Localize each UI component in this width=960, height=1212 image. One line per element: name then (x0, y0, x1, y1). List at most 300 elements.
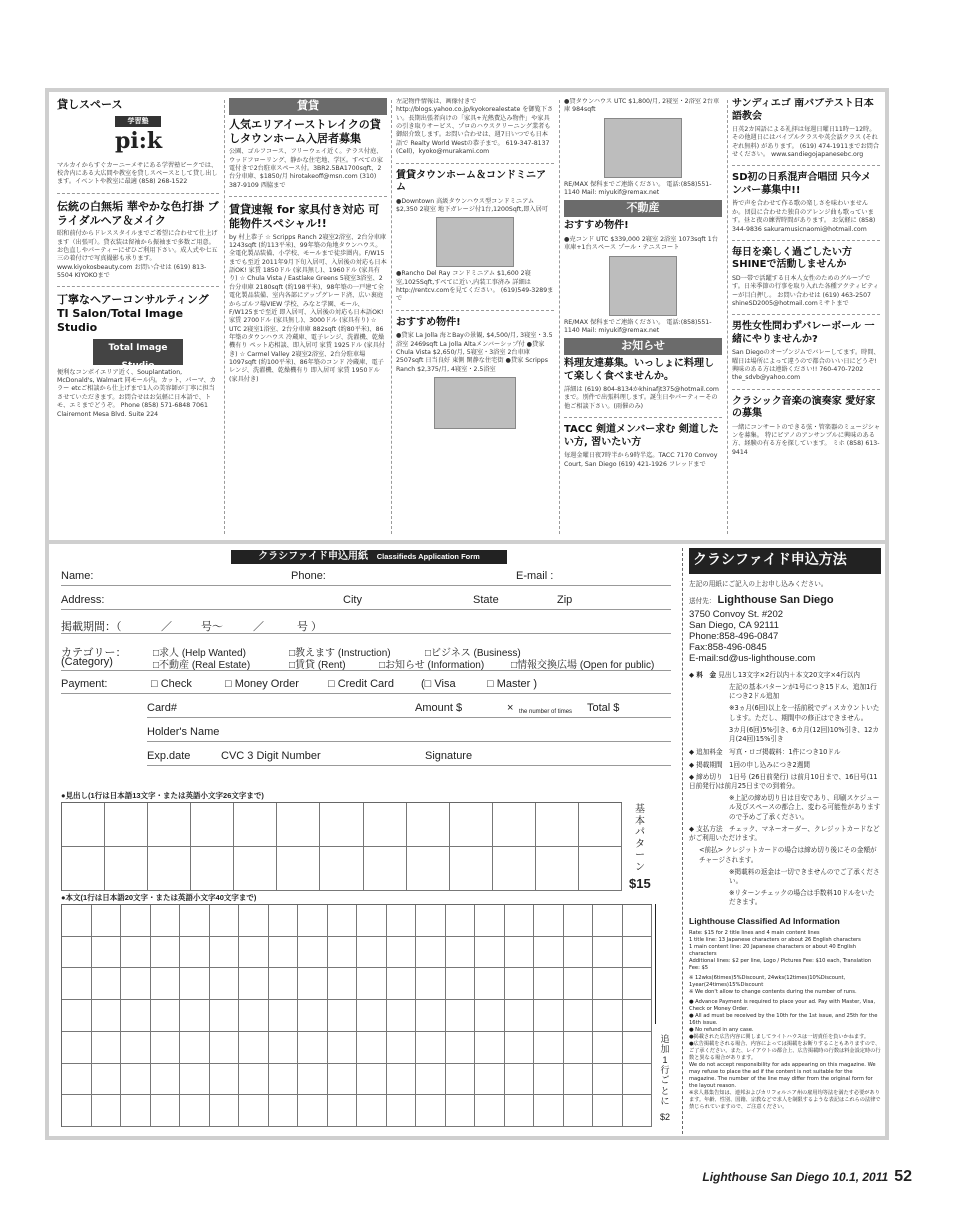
grid-cell[interactable] (92, 905, 122, 937)
property-photo (604, 118, 682, 178)
divider (396, 163, 554, 164)
category-real-estate-checkbox[interactable]: □不動産 (Real Estate) (153, 660, 251, 671)
ad-body: 便利なコンボイエリア近く、Souplantation, McDonald's, Walmart 同モール内。カット、パーマ、カラー etcご相談から仕上げまで1人の美容師が丁寧に担当させていただきます。お問合せはお気軽に日本語で、トモ、エミまでどうぞ。 Phone (858) 571-6848 7061 Clairemont Mesa Blvd. Suite 224 (57, 368, 216, 418)
grid-cell[interactable] (62, 847, 105, 891)
column-4 (564, 98, 722, 534)
grid-cell[interactable] (534, 1064, 564, 1096)
grid-cell[interactable] (121, 1095, 151, 1127)
grid-cell[interactable] (505, 1032, 535, 1064)
grid-cell[interactable] (357, 1064, 387, 1096)
category-rent-checkbox[interactable]: □賃貸 (Rent) (289, 660, 346, 671)
grid-cell[interactable] (298, 1064, 328, 1096)
grid-cell[interactable] (534, 1095, 564, 1127)
grid-cell[interactable] (180, 1064, 210, 1096)
ad-title: SD初の日系混声合唱団 只今メンバー募集中!! (732, 172, 871, 196)
grid-cell[interactable] (62, 937, 92, 969)
grid-cell[interactable] (269, 1000, 299, 1032)
grid-cell[interactable] (328, 905, 358, 937)
grid-cell[interactable] (505, 937, 535, 969)
send-to-block (689, 593, 881, 608)
per-line-price: $2 (660, 1112, 671, 1122)
column-1 (57, 98, 219, 534)
exp-row[interactable] (147, 744, 671, 766)
grid-cell[interactable] (191, 847, 234, 891)
ad-body: 詳細は (619) 804-8134かkhinafjt375@hotmail.comまで。別件で出張料理します。誕生日やパーティーその他ご相談下さい。(雨催のみ) (564, 386, 719, 410)
period-label: 掲載期間：（ (61, 621, 122, 633)
category-help-wanted-checkbox[interactable]: □求人 (Help Wanted) (153, 648, 246, 659)
grid-cell[interactable] (505, 1064, 535, 1096)
grid-cell[interactable] (446, 1000, 476, 1032)
grid-cell[interactable] (105, 803, 148, 847)
grid-cell[interactable] (564, 1032, 594, 1064)
grid-cell[interactable] (210, 1032, 240, 1064)
grid-cell[interactable] (277, 847, 320, 891)
grid-cell[interactable] (416, 905, 446, 937)
ad-item: ●Rancho Del Ray コンドミニアム $1,600 2寝室,1025Sqft,すべてに近い,内装工事済み 詳細は http://rentcv.comを見てください。 (619)549-3289まで (396, 270, 554, 303)
form-title-jp: クラシファイド申込用紙 (258, 551, 368, 562)
headline-label: ●見出し(1行は日本語13文字・または英語小文字26文字まで) (61, 791, 264, 800)
ad-body: 皆で声を合わせて作る歌の楽しさを味わいませんか。団員に合わせた独自のアレンジ曲も歌っています。昼と夜の練習時間があります。 お気軽に (858) 344-9836 sakuramusicnaomi@hotmail.com (732, 200, 876, 233)
grid-cell[interactable] (151, 937, 181, 969)
grid-cell[interactable] (450, 847, 493, 891)
grid-cell[interactable] (475, 1064, 505, 1096)
page-footer (702, 1168, 912, 1186)
visa-checkbox[interactable]: (□ Visa (421, 678, 456, 690)
grid-cell[interactable] (564, 1000, 594, 1032)
grid-cell[interactable] (387, 905, 417, 937)
page-number: 52 (894, 1168, 912, 1185)
grid-cell[interactable] (191, 803, 234, 847)
grid-cell[interactable] (407, 803, 450, 847)
grid-cell[interactable] (505, 905, 535, 937)
state-label: State (473, 594, 499, 606)
grid-cell[interactable] (623, 937, 653, 969)
grid-cell[interactable] (446, 937, 476, 969)
grid-cell[interactable] (239, 905, 269, 937)
ad-body: 一緒にコンサートのできる弦・管楽器のミュージシャンを募集。 特にピアノのアンサンブルに興味のある方、経験の有る方を探しています。 ミホ (858) 613-9414 (732, 423, 880, 456)
fee-detail: 左記の基本パターンが1号につき15ドル、追加1行につき2ドル追加 (729, 683, 877, 701)
grid-cell[interactable] (210, 937, 240, 969)
column-divider (224, 100, 225, 534)
category-public-checkbox[interactable]: □情報交換広場 (Open for public) (511, 660, 655, 671)
grid-cell[interactable] (62, 905, 92, 937)
divider (564, 417, 722, 418)
grid-cell[interactable] (579, 803, 622, 847)
grid-cell[interactable] (180, 1095, 210, 1127)
grid-cell[interactable] (148, 803, 191, 847)
grid-cell[interactable] (62, 1095, 92, 1127)
fee-label: ◆ 料 金 見出し13文字×2行以内＋本文20文字×4行以内 (689, 670, 860, 679)
name-row[interactable] (61, 564, 671, 586)
grid-cell[interactable] (593, 1095, 623, 1127)
page-frame (45, 88, 889, 1140)
grid-cell[interactable] (357, 1032, 387, 1064)
grid-cell[interactable] (151, 1095, 181, 1127)
address-line-1: 3750 Convoy St. #202 (689, 609, 784, 621)
times-symbol: × (507, 702, 514, 714)
column-3 (396, 98, 554, 534)
grid-cell[interactable] (416, 1095, 446, 1127)
grid-cell[interactable] (387, 1095, 417, 1127)
refund-note: ※掲載料の返金は一切できませんのでご了承ください。 (729, 867, 880, 885)
grid-cell[interactable] (416, 1000, 446, 1032)
grid-cell[interactable] (564, 968, 594, 1000)
grid-cell[interactable] (328, 968, 358, 1000)
address-line-2: San Diego, CA 92111 (689, 620, 779, 632)
grid-cell[interactable] (623, 1095, 653, 1127)
grid-cell[interactable] (239, 937, 269, 969)
per-line-label: 追加1行ごとに (660, 1034, 670, 1107)
grid-cell[interactable] (210, 968, 240, 1000)
grid-cell[interactable] (475, 968, 505, 1000)
divider (396, 310, 554, 311)
credit-card-checkbox[interactable]: □ Credit Card (328, 678, 394, 690)
grid-cell[interactable] (180, 1032, 210, 1064)
grid-cell[interactable] (387, 968, 417, 1000)
ad-title: TACC 剣道メンバー求む 剣道したい方, 習いたい方 (564, 424, 719, 448)
grid-cell[interactable] (121, 1000, 151, 1032)
grid-cell[interactable] (446, 968, 476, 1000)
grid-cell[interactable] (92, 937, 122, 969)
grid-cell[interactable] (534, 1000, 564, 1032)
amount-label: Amount $ (415, 702, 463, 714)
divider (229, 196, 387, 197)
holder-name-label: Holder's Name (147, 726, 220, 738)
classified-columns (49, 92, 885, 540)
deadline-note: ※上記の締め切り日は目安であり、印刷スケジュール及びスペースの都合上、変わる可能性がありますので予めご了承ください。 (729, 794, 881, 821)
grid-cell[interactable] (180, 968, 210, 1000)
payment-label: Payment: (61, 678, 108, 690)
form-title-en: Classifieds Application Form (376, 552, 480, 561)
grid-cell[interactable] (493, 803, 536, 847)
grid-cell[interactable] (239, 1064, 269, 1096)
address-row[interactable] (61, 588, 671, 610)
grid-cell[interactable] (121, 937, 151, 969)
property-photo (609, 256, 677, 316)
column-divider (559, 100, 560, 534)
ad-title: クラシック音楽の演奏家 愛好家の募集 (732, 395, 876, 420)
grid-cell[interactable] (387, 1064, 417, 1096)
ad-body: 公園、ゴルフコース、フリーウェイ近く。テラス付庭、ウッドフローリング、静かな住宅地、学区。すべての家電付きで2台駐車スペース付。3BR2.5BA1700sqft、2台分車庫、$1850/月 hirotakeoff@msn.com (310) 387-9109 西脇まで (229, 148, 383, 189)
total-label: Total $ (587, 702, 620, 714)
send-to-label: 送付先： (689, 596, 716, 605)
grid-cell[interactable] (269, 1095, 299, 1127)
ad-title: 貸しスペース (57, 98, 123, 111)
grid-cell[interactable] (407, 847, 450, 891)
grid-cell[interactable] (416, 937, 446, 969)
grid-cell[interactable] (180, 1000, 210, 1032)
grid-cell[interactable] (210, 1095, 240, 1127)
grid-cell[interactable] (92, 1032, 122, 1064)
grid-cell[interactable] (269, 937, 299, 969)
period-info: ◆ 掲載期間 1回の申し込みにつき2週間 (689, 760, 810, 769)
grid-cell[interactable] (239, 1032, 269, 1064)
signature-label: Signature (425, 750, 473, 762)
application-form (55, 546, 675, 1136)
grid-cell[interactable] (475, 1000, 505, 1032)
grid-cell[interactable] (269, 968, 299, 1000)
grid-cell[interactable] (505, 1000, 535, 1032)
ad-body: ●売コンド UTC $339,000 2寝室 2浴室 1073sqft 1台車庫+1台スペース プール・テニスコート (564, 235, 718, 252)
grid-cell[interactable] (357, 905, 387, 937)
ad-body: マルカイからすぐカーニーメサにある学習塾ピークでは、校舎内にある大広間や教室を貸しスペースとして貸し出します。イベントや教室に最適 (858) 268-1522 (57, 161, 218, 186)
grid-cell[interactable] (298, 1000, 328, 1032)
divider (57, 286, 219, 287)
grid-cell[interactable] (62, 1000, 92, 1032)
grid-cell[interactable] (328, 1095, 358, 1127)
grid-cell[interactable] (623, 968, 653, 1000)
grid-cell[interactable] (328, 937, 358, 969)
grid-cell[interactable] (328, 1000, 358, 1032)
check-checkbox[interactable]: □ Check (151, 678, 192, 690)
grid-cell[interactable] (364, 847, 407, 891)
remax-contact: RE/MAX 保科までご連絡ください。 電話:(858)551-1140 Mail: miyukif@remax.net (564, 318, 712, 334)
category-row (61, 640, 671, 671)
grid-cell[interactable] (416, 1032, 446, 1064)
grid-cell[interactable] (534, 937, 564, 969)
grid-cell[interactable] (151, 1000, 181, 1032)
times-sublabel: the number of times (519, 709, 573, 715)
grid-cell[interactable] (387, 1000, 417, 1032)
payment-info: ◆ 支払方法 チェック、マネーオーダー、クレジットカードなどがご利用いただけます。 (689, 824, 880, 843)
zip-label: Zip (557, 594, 573, 606)
grid-cell[interactable] (320, 847, 363, 891)
money-order-checkbox[interactable]: □ Money Order (225, 678, 299, 690)
grid-cell[interactable] (92, 1095, 122, 1127)
property-photo (434, 377, 516, 429)
grid-cell[interactable] (623, 1000, 653, 1032)
grid-cell[interactable] (593, 968, 623, 1000)
ad-body: 昭和前付からドレススタイルまでご希望に合わせて仕上げます（出張可）。貸衣装は留袖から振袖まで多数ご用意。お色直しやパーティーにぜひご利用下さい。成人式や七五三の着付けで写真撮影も承ります。 www.kiyokosbeauty.com お問い合せは (619) 813-5504 KIYOKOまで (57, 230, 218, 280)
grid-cell[interactable] (320, 803, 363, 847)
period-slash-2: ／ (253, 621, 264, 633)
column-divider (391, 100, 392, 534)
howto-panel (689, 544, 881, 1138)
ad-title: 丁寧なヘアーコンサルティング TI Salon/Total Image Studio (57, 293, 209, 334)
grid-cell[interactable] (579, 847, 622, 891)
ad-item: ●Downtown 高級タウンハウス型コンドミニアム $2,350 2寝室 地下ガレージ付1台,1200Sqft,即入居可 (396, 197, 548, 213)
peak-logo (115, 116, 161, 158)
grid-cell[interactable] (623, 1064, 653, 1096)
grid-cell[interactable] (564, 937, 594, 969)
grid-cell[interactable] (593, 905, 623, 937)
grid-cell[interactable] (475, 905, 505, 937)
column-2 (229, 98, 387, 534)
grid-cell[interactable] (121, 1032, 151, 1064)
grid-cell[interactable] (536, 847, 579, 891)
logo-main-text: pi:k (115, 128, 163, 155)
howto-divider (682, 548, 683, 1134)
master-checkbox[interactable]: □ Master ) (487, 678, 538, 690)
grid-cell[interactable] (210, 1064, 240, 1096)
grid-cell[interactable] (593, 1032, 623, 1064)
ad-title: 毎日を楽しく過ごしたい方 SHINEで活動しませんか (732, 246, 852, 271)
grid-cell[interactable] (357, 1095, 387, 1127)
grid-cell[interactable] (234, 847, 277, 891)
column-5 (732, 98, 880, 534)
grid-cell[interactable] (564, 905, 594, 937)
grid-cell[interactable] (416, 1064, 446, 1096)
ad-body: 左記物件情報は、画像付きで http://blogs.yahoo.co.jp/kyokorealestate を御覧下さい。長期出張者向けの「家具+光熱費込み物件」や家具の引き取りサービス、プロのハウスクリーニング業者も御紹介致します。お問い合わせは、週7日いつでも日本語で Realty World Westの恭子まで。 619-347-8137 (Cell)，kyoko@murakami.com (396, 98, 554, 156)
grid-cell[interactable] (151, 968, 181, 1000)
ad-body: 毎週金曜日夜7時半から9時半迄。TACC 7170 Convoy Court, San Diego (619) 421-1926 フレッドまで (564, 452, 718, 468)
grid-cell[interactable] (446, 1095, 476, 1127)
period-row[interactable] (61, 612, 671, 634)
card-number-label: Card# (147, 702, 177, 714)
grid-cell[interactable] (593, 937, 623, 969)
grid-cell[interactable] (92, 968, 122, 1000)
grid-cell[interactable] (180, 905, 210, 937)
grid-cell[interactable] (298, 1095, 328, 1127)
grid-cell[interactable] (534, 968, 564, 1000)
grid-cell[interactable] (210, 1000, 240, 1032)
howto-intro: 左記の用紙にご記入の上お申し込みください。 (689, 579, 828, 588)
logo-top-text: 学習塾 (115, 116, 161, 127)
grid-cell[interactable] (62, 1064, 92, 1096)
ad-body: SD一帯で活躍する日本人女性のためのグループです。日米季節の行事を取り入れた各種アクティビティーが目白押し。 お問い合わせは (619) 463-2507 shineSD2005@hotmail.comミサトまで (732, 274, 879, 307)
ad-body: ●貸家 La Jolla 海とBayの景観, $4,500/月, 3寝室・3.5浴室 2469sqft La Jolla Altaメンバーシップ付 ●貸家 Chula Vista $2,650/月, 5寝室・3浴室 2台車庫 2507sqft 日当良好 東側 閑静な住宅街 ●貸家 Scripps Ranch $2,375/月, 4寝室・2.5浴室 (396, 332, 553, 373)
grid-cell[interactable] (269, 1032, 299, 1064)
grid-cell[interactable] (364, 803, 407, 847)
grid-cell[interactable] (210, 905, 240, 937)
grid-cell[interactable] (475, 1095, 505, 1127)
grid-cell[interactable] (357, 1000, 387, 1032)
category-information-checkbox[interactable]: □お知らせ (Information) (379, 660, 485, 671)
grid-cell[interactable] (475, 1032, 505, 1064)
grid-cell[interactable] (62, 1032, 92, 1064)
grid-cell[interactable] (475, 937, 505, 969)
grid-cell[interactable] (92, 1064, 122, 1096)
category-instruction-checkbox[interactable]: □教えます (Instruction) (289, 648, 391, 659)
base-price: $15 (629, 876, 651, 891)
grid-cell[interactable] (180, 937, 210, 969)
category-header: お知らせ (564, 338, 722, 355)
grid-cell[interactable] (62, 968, 92, 1000)
howto-title: クラシファイド申込方法 (689, 548, 881, 574)
application-section (49, 544, 885, 1140)
holder-row[interactable] (147, 720, 671, 742)
grid-cell[interactable] (534, 1032, 564, 1064)
grid-cell[interactable] (121, 905, 151, 937)
grid-cell[interactable] (151, 905, 181, 937)
body-grid[interactable] (61, 904, 652, 1127)
divider (57, 193, 219, 194)
grid-cell[interactable] (593, 1000, 623, 1032)
grid-cell[interactable] (151, 1064, 181, 1096)
company-name: Lighthouse San Diego (717, 593, 834, 606)
grid-cell[interactable] (357, 968, 387, 1000)
email-label: E-mail : (516, 570, 554, 582)
grid-cell[interactable] (298, 937, 328, 969)
divider (732, 389, 880, 390)
ad-title: 賃貸タウンホーム＆コンドミニアム (396, 169, 546, 194)
grid-cell[interactable] (357, 937, 387, 969)
divider (732, 165, 880, 166)
grid-cell[interactable] (277, 803, 320, 847)
grid-cell[interactable] (493, 847, 536, 891)
grid-cell[interactable] (564, 1064, 594, 1096)
divider (732, 314, 880, 315)
grid-cell[interactable] (446, 1032, 476, 1064)
ad-title: 伝統の白無垢 華やかな色打掛 ブライダルヘア＆メイク (57, 199, 219, 227)
city-label: City (343, 594, 362, 606)
grid-cell[interactable] (328, 1032, 358, 1064)
base-pattern-label: 基本パターン (635, 804, 645, 873)
grid-cell[interactable] (328, 1064, 358, 1096)
category-label-en: (Category) (61, 656, 113, 668)
body-label: ●本文(1行は日本語20文字・または英語小文字40文字まで) (61, 893, 257, 902)
payment-row (61, 672, 671, 694)
ad-title: サンディエゴ 南バプテスト日本語教会 (732, 98, 874, 122)
grid-cell[interactable] (239, 968, 269, 1000)
ad-title: 人気エリアイーストレイクの貸しタウンホーム入居者募集 (229, 117, 381, 145)
grid-cell[interactable] (239, 1095, 269, 1127)
grid-cell[interactable] (62, 803, 105, 847)
grid-cell[interactable] (387, 937, 417, 969)
ad-title: 料理友達募集。いっしょに料理して楽しく食べませんか。 (564, 358, 714, 382)
grid-cell[interactable] (450, 803, 493, 847)
grid-cell[interactable] (239, 1000, 269, 1032)
grid-cell[interactable] (446, 905, 476, 937)
headline-grid[interactable] (61, 802, 622, 891)
grid-cell[interactable] (623, 905, 653, 937)
grid-cell[interactable] (234, 803, 277, 847)
grid-cell[interactable] (105, 847, 148, 891)
ad-body: by 村上恭子 ☆ Scripps Ranch 2寝室2浴室、2台分車庫 1243sqft (約113平米)、99年築の角地タウンハウス。全電化製品装備、小学校、モールまで徒歩圏内。F/W15までも至近 2011年9月下旬入居可、入居後の対応も日本語OK! 家賃 1850ドル (家具無し)、1960ドル (家具有り) ☆ Chula Vista / Eastlake Greens 5寝室3浴室、2台分車庫 2180sqft (約198平米)、98年築の一戸建て全電化製品装備、室内各部にアップグレード済、広い裏庭からゴルフ場VIEW 学校、みなと学園、モール、F/W125まで至近 即入居可、入居後の対応も日本語OK! 家賃 2700ドル (家具無し)、3000ドル (家具有り) ☆ UTC 2寝室1浴室、2台分車庫 882sqft (約80平米)、86年築のタウンハウス 冷蔵庫、電子レンジ、洗濯機、乾燥機有り ペット応相談、即入居可 家賃 1925ドル (家具付き) ☆ Carmel Valley 2寝室2浴室、2台分駐車場 1097sqft (約100平米)、86年築のコンド 冷蔵庫、電子レンジ、洗濯機、乾燥機有り 即入居可 家賃 1950ドル (家具付き) (229, 233, 387, 383)
grid-cell[interactable] (593, 1064, 623, 1096)
divider (732, 240, 880, 241)
property-photo (436, 217, 514, 267)
form-title (231, 550, 507, 564)
column-divider (727, 100, 728, 534)
grid-cell[interactable] (446, 1064, 476, 1096)
grid-cell[interactable] (121, 968, 151, 1000)
period-issue-1: 号〜 (201, 621, 223, 633)
grid-cell[interactable] (564, 1095, 594, 1127)
phone-label: Phone: (291, 570, 326, 582)
ad-title: おすすめ物件! (564, 220, 629, 232)
email-line[interactable]: E-mail:sd@us-lighthouse.com (689, 652, 816, 664)
category-business-checkbox[interactable]: □ビジネス (Business) (425, 648, 521, 659)
grid-cell[interactable] (387, 1032, 417, 1064)
grid-cell[interactable] (536, 803, 579, 847)
phone-line: Phone:858-496-0847 (689, 631, 779, 643)
grid-cell[interactable] (298, 1032, 328, 1064)
grid-cell[interactable] (269, 1064, 299, 1096)
grid-cell[interactable] (416, 968, 446, 1000)
extra-fee: ◆ 追加料金 写真・ロゴ掲載料：1件につき10ドル (689, 748, 841, 757)
grid-cell[interactable] (298, 905, 328, 937)
grid-cell[interactable] (151, 1032, 181, 1064)
grid-cell[interactable] (505, 968, 535, 1000)
grid-cell[interactable] (92, 1000, 122, 1032)
cvc-label: CVC 3 Digit Number (221, 750, 321, 762)
grid-cell[interactable] (121, 1064, 151, 1096)
category-label: カテゴリー： (61, 647, 127, 659)
grid-cell[interactable] (505, 1095, 535, 1127)
prepay-info: <前払> クレジットカードの場合は締め切り後にその金額がチャージされます。 (699, 846, 877, 864)
ad-title: 賃貸速報 for 家具付き対応 可能物件スペシャル!! (229, 203, 380, 230)
grid-cell[interactable] (534, 905, 564, 937)
ad-title: 男性女性問わずバレーボール 一緒にやりませんか? (732, 321, 875, 345)
page-inner (49, 92, 885, 1136)
period-issue-2: 号 ） (297, 621, 323, 633)
grid-cell[interactable] (623, 1032, 653, 1064)
grid-cell[interactable] (298, 968, 328, 1000)
grid-cell[interactable] (148, 847, 191, 891)
card-row[interactable] (147, 696, 671, 718)
grid-cell[interactable] (269, 905, 299, 937)
